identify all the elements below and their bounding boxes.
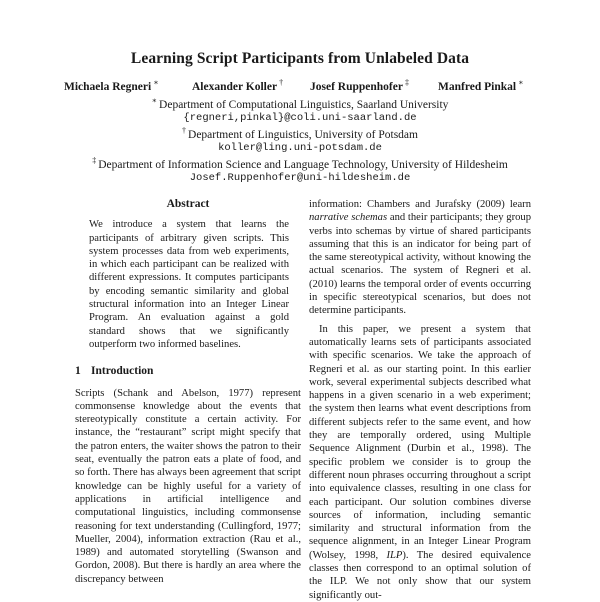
intro-paragraph: Scripts (Schank and Abelson, 1977) represent commonsense knowledge about the events that stereotypically constitute a certain activity. For instance, the “restaurant” script might specify that the patron enters, the waiter shows the patron to their seat, eventually the patron eats a plate of food, and so forth. There has always been agreement that script knowledge can be highly useful for a variety of applications in artificial intelligence and computational linguistics, including commonsense reasoning for text understanding (Cullingford, 1977; Mueller, 2004), information extraction (Rau et al., 1989) and automated storytelling (Swanson and Gordon, 2008). But there is hardly an area where the discrepancy between (75, 387, 301, 585)
section-heading-introduction: 1 Introduction (75, 365, 154, 378)
author-pinkal: Manfred Pinkal ∗ (438, 78, 524, 93)
right-paragraph-1: information: Chambers and Jurafsky (2009) learn narrative schemas and their participants; they group verbs into schemas by virtue of shared participants assuming that this is an indicator for being part of the same stereotypical activity, without knowing the actual scenarios. The system of Regneri et al. (2010) learns the temporal order of events occurring in specific stereotypical scenarios, but does not determine participants. (309, 199, 531, 317)
abstract-heading: Abstract (166, 198, 210, 210)
author-ruppenhofer: Josef Ruppenhofer ‡ (310, 78, 409, 93)
email-saarland: {regneri,pinkal}@coli.uni-saarland.de (183, 112, 417, 124)
left-column (75, 198, 301, 586)
affiliation-saarland: ∗ Department of Computational Linguistics, Saarland University (151, 96, 449, 111)
author-koller: Alexander Koller † (192, 78, 284, 93)
author-regneri: Michaela Regneri ∗ (64, 78, 159, 93)
affiliation-hildesheim: ‡ Department of Information Science and Language Technology, University of Hildesheim (92, 156, 508, 171)
email-hildesheim: Josef.Ruppenhofer@uni-hildesheim.de (189, 172, 411, 184)
paper-title: Learning Script Participants from Unlabeled Data (130, 50, 470, 67)
abstract-text: We introduce a system that learns the participants of arbitrary given scripts. This system processes data from web experiments, in which each participant can be realized with different expressions. It computes participants by encoding semantic similarity and global structural information into an Integer Linear Program. An evaluation against a gold standard shows that we significantly outperform two informed baselines. (89, 219, 289, 350)
affiliation-potsdam: † Department of Linguistics, University of Potsdam (182, 126, 418, 141)
right-column (309, 198, 531, 602)
right-paragraph-2: In this paper, we present a system that automatically learns sets of participants associated with specific scenarios. We take the approach of Regneri et al. as our starting point. In this earlier work, several experimental subjects described what happens in a given scenario in a web experiment; the system then learns what event descriptions from different subjects refer to the same event, and how they are temporally ordered, using Multiple Sequence Alignment (Durbin et al., 1998). The specific problem we consider is to group the different noun phrases occurring throughout a script into equivalence classes, resulting in one class for each participant. Our solution combines diverse sources of information, including semantic similarity and structural information from the sequence alignment, in an Integer Linear Program (Wolsey, 1998, ILP). The desired equivalence classes then correspond to an optimal solution of the ILP. We not only show that our system significantly out- (309, 323, 532, 601)
email-potsdam: koller@ling.uni-potsdam.de (218, 142, 382, 154)
